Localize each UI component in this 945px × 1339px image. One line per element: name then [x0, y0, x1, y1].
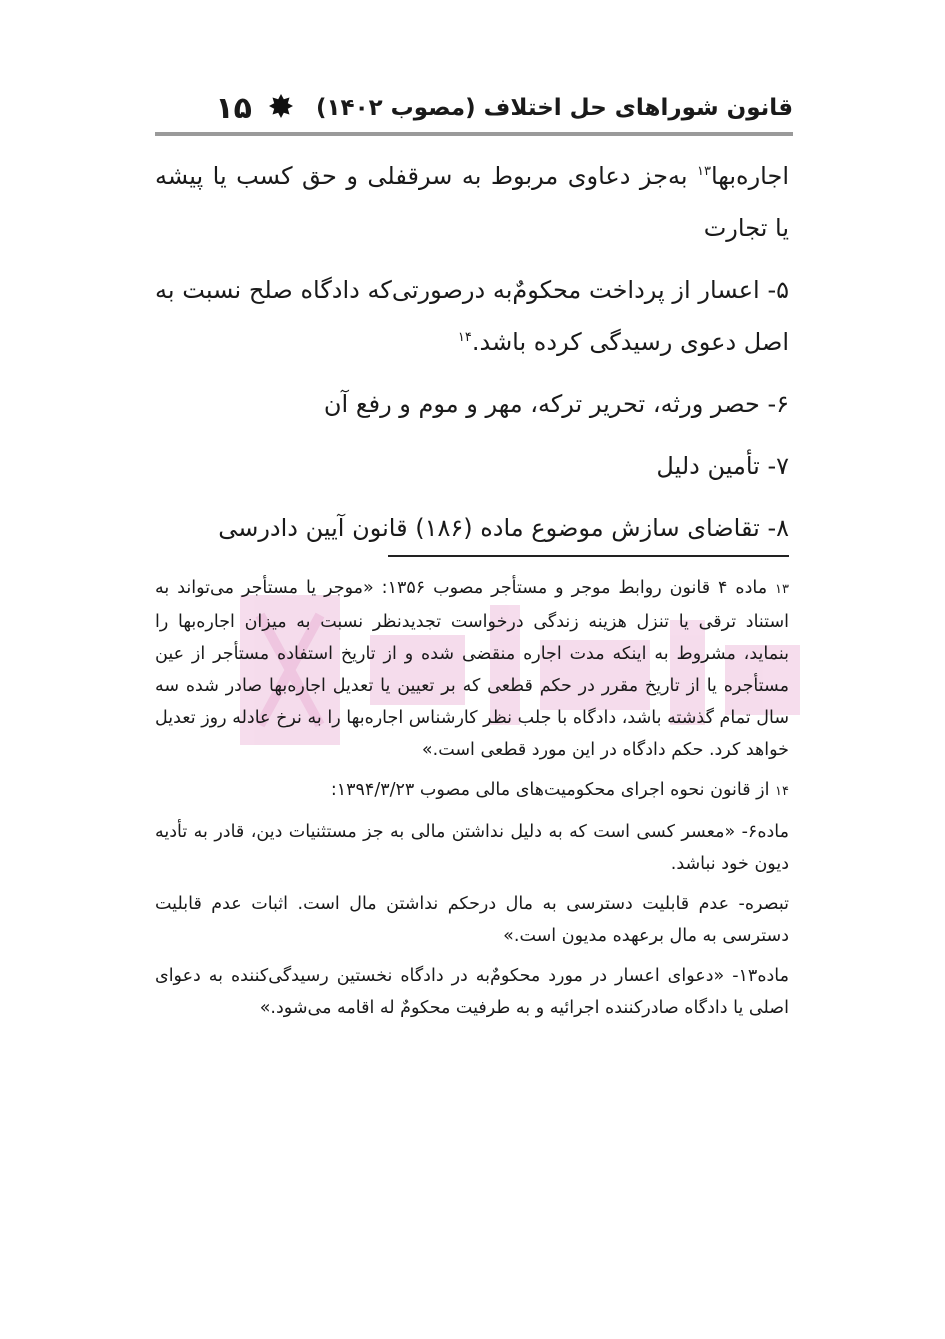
header-rule	[155, 132, 793, 136]
paragraph-rent: اجاره‌بها$^{۱۳}$ به‌جز دعاوی مربوط به سرقفلی و حق کسب یا پیشه یا تجارت	[155, 162, 789, 242]
footnote-quote-article13: ماده۱۳- «دعوای اعسار در مورد محکومٌ‌به در دادگاه نخستین رسیدگی‌کننده به دعوای اصلی یا دادگاه صادرکننده اجرائیه و به طرفیت محکومٌ له اقامه می‌شود.»	[155, 966, 789, 1018]
footnote-13: ۱۳ ماده ۴ قانون روابط موجر و مستأجر مصوب ۱۳۵۶: «موجر یا مستأجر می‌تواند به استناد ترقی یا تنزل هزینه زندگی درخواست تجدیدنظر نسبت به میزان اجاره‌بها را بنماید، مشروط به اینکه مدت اجاره منقضی شده و از تاریخ استفاده مستأجر از عین مستأجره یا از تاریخ مقرر در حکم قطعی که بر تعیین یا تعدیل اجاره‌بها صادر شده سه سال تمام گذشته باشد، دادگاه با جلب نظر کارشناس اجاره‌بها را به نرخ عادله روز تعدیل خواهد کرد. حکم دادگاه در این مورد قطعی است.»	[155, 578, 789, 760]
main-text	[155, 150, 789, 564]
footnote-marker-14: ۱۴	[775, 784, 789, 799]
footnote-quote-note: تبصره- عدم قابلیت دسترسی به مال درحکم نداشتن مال است. اثبات عدم قابلیت دسترسی به مال برعهده مدیون است.»	[155, 894, 789, 946]
paragraph-insolvency: ۵- اعسار از پرداخت محکومٌ‌به درصورتی‌که دادگاه صلح نسبت به اصل دعوی رسیدگی کرده باشد.$^{۱۴}$	[155, 276, 789, 356]
paragraph-inheritance: ۶- حصر ورثه، تحریر ترکه، مهر و موم و رفع آن	[323, 390, 789, 418]
footnote-marker-13: ۱۳	[775, 582, 789, 597]
page-header	[155, 84, 793, 132]
footnote-14: ۱۴ از قانون نحوه اجرای محکومیت‌های مالی مصوب ۱۳۹۴/۳/۲۳:	[330, 780, 789, 800]
page-number: ۱۵	[215, 90, 252, 126]
footnote-separator	[388, 555, 789, 557]
footnote-ref-13: ۱۳	[696, 164, 711, 179]
running-title: قانون شوراهای حل اختلاف (مصوب ۱۴۰۲)	[316, 95, 793, 121]
paragraph-evidence: ۷- تأمین دلیل	[656, 452, 789, 480]
footnote-quote-article6: ماده۶- «معسر کسی است که به دلیل نداشتن مالی به جز مستثنیات دین، قادر به تأدیه دیون خود نباشد.	[155, 822, 789, 874]
paragraph-settlement: ۸- تقاضای سازش موضوع ماده (۱۸۶) قانون آیین دادرسی	[218, 514, 789, 542]
star-icon	[268, 93, 294, 123]
footnote-ref-14: ۱۴	[457, 330, 472, 345]
footnotes	[155, 572, 789, 1032]
